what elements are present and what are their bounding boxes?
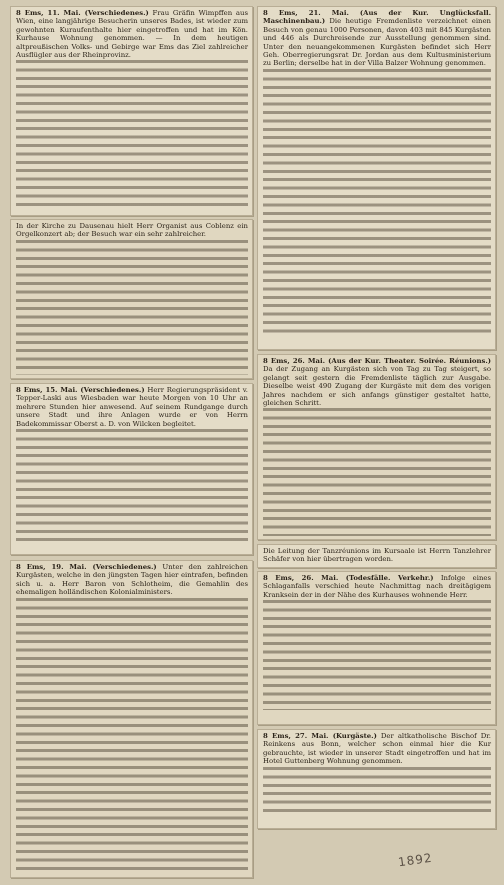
clipping-body-lines [263, 600, 491, 710]
clipping-text: Die Leitung der Tanzréunions im Kursaale ist Herrn Tanzlehrer Schäfer von hier übertragen worden. [263, 547, 491, 564]
clipping-body-lines [16, 60, 248, 210]
clipping-ems-26-mai-kur [257, 354, 496, 540]
clipping-body-lines [263, 767, 491, 817]
clipping-body-lines [16, 598, 248, 870]
clipping-dausenau [10, 219, 253, 379]
clipping-heading: 8 Ems, 19. Mai. (Verschiedenes.) [16, 563, 157, 571]
clipping-body-lines [263, 69, 491, 337]
handwritten-year: 1892 [397, 850, 434, 870]
clipping-ems-15-mai [10, 383, 253, 555]
clipping-text: Da der Zugang an Kurgästen sich von Tag zu Tag steigert, so gelangt seit gestern die Fremdenliste täglich zur Ausgabe. Dieselbe weist 490 Zugang der Kurgäste mit dem des vorigen Jahres nachdem er sich anfangs günstiger gestaltet hatte, gleichen Schritt. [263, 365, 491, 408]
clipping-ems-21-mai [257, 6, 496, 350]
clipping-text: Infolge eines Schlaganfalls verschied heute Nachmittag nach dreitägigem Kranksein der in der Nähe des Kurhauses wohnende Herr. [263, 574, 491, 599]
clipping-text: Der altkatholische Bischof Dr. Reinkens aus Bonn, welcher schon einmal hier die Kur gebrauchte, ist wieder in unserer Stadt eingetroffen und hat im Hotel Guttenberg Wohnung genommen. [263, 732, 491, 766]
clipping-tanzreunions [257, 544, 496, 568]
clipping-ems-19-mai [10, 560, 253, 878]
clipping-heading: 8 Ems, 21. Mai. (Aus der Kur. Unglücksfall. Maschinenbau.) [263, 9, 491, 26]
clipping-heading: 8 Ems, 27. Mai. (Kurgäste.) [263, 732, 377, 740]
clipping-heading: 8 Ems, 11. Mai. (Verschiedenes.) [16, 9, 149, 17]
clipping-text: Die heutige Fremdenliste verzeichnet einen Besuch von genau 1000 Personen, davon 403 mit 845 Kurgästen und 446 als Durchreisende zur Ausstellung genommen sind. Unter den neuangekommenen Kurgästen befindet sich Herr Geh. Oberregierungsrat Dr. Jordan aus dem Kultusministerium zu Berlin; derselbe hat in der Villa Balzer Wohnung genommen. [263, 17, 491, 68]
clipping-ems-27-mai [257, 729, 496, 829]
clipping-heading: 8 Ems, 15. Mai. (Verschiedenes.) [16, 386, 145, 394]
clipping-body-lines [263, 408, 491, 536]
clipping-heading: 8 Ems, 26. Mai. (Aus der Kur. Theater. Soirée. Réunions.) [263, 357, 491, 365]
clipping-text: Herr Regierungspräsident v. Tepper-Laski aus Wiesbaden war heute Morgen von 10 Uhr an mehrere Stunden hier anwesend. Auf seinem Rundgange durch unsere Stadt und ihre Anlagen wurde er von Herrn Badekommissar Oberst a. D. von Wilcken begleitet. [16, 386, 248, 428]
clipping-heading: 8 Ems, 26. Mai. (Todesfälle. Verkehr.) [263, 574, 434, 582]
clipping-ems-11-mai [10, 6, 253, 216]
clipping-text: Frau Gräfin Wimpffen aus Wien, eine langjährige Besucherin unseres Bades, ist wieder zum gewohnten Kuraufenthalte hier eingetroffen und hat im Kön. Kurhause Wohnung genommen. — In dem heutigen altpreußischen Volks- und Gebirge war Ems das Ziel zahlreicher Ausflügler aus der Rheinprovinz. [16, 9, 248, 60]
clipping-body-lines [16, 429, 248, 541]
clipping-body-lines [16, 240, 248, 375]
clipping-text: Unter den zahlreichen Kurgästen, welche in den jüngsten Tagen hier eintrafen, befinden sich u. a. Herr Baron von Schlotheim, die Gemahlin des ehemaligen holländischen Kolonialministers. [16, 563, 248, 597]
clipping-text: In der Kirche zu Dausenau hielt Herr Organist aus Coblenz ein Orgelkonzert ab; der Besuch war ein sehr zahlreicher. [16, 222, 248, 239]
clipping-ems-26-mai-todesfaelle [257, 571, 496, 725]
